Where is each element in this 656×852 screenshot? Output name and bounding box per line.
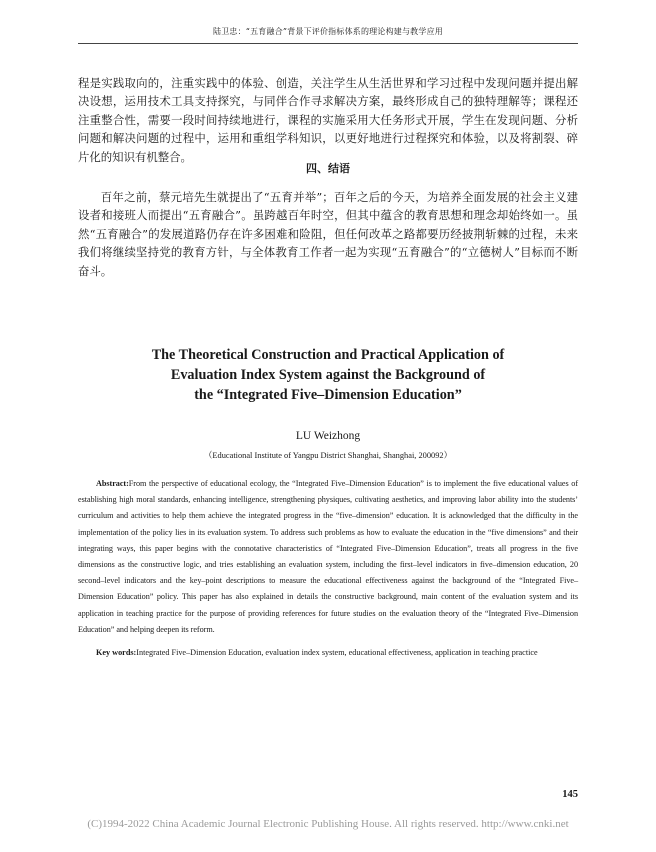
section-heading-conclusion: 四、结语 [306,162,350,175]
author-affiliation: （Educational Institute of Yangpu District Shanghai, Shanghai, 200092） [204,451,452,460]
keywords-label: Key words: [96,648,137,657]
copyright-footer: (C)1994-2022 China Academic Journal Electronic Publishing House. All rights reserved. http://www.cnki.net [87,818,569,830]
abstract-text: From the perspective of educational ecology, the “Integrated Five–Dimension Education” is to implement the five educational values of establishing high moral standards, enhancing intelligence, strengthening physiques, cultivating aesthetics, and improving labor ability into the students’ curriculum and activities to help them achieve the integrated progress in the “five–dimension” education. It is acknowledged that the difficulty in the implementation of the policy lies in its evaluation system. To address such problems as how to evaluate the education in the “five dimensions” and their integrating ways, this paper begins with the connotative characteristics of “Integrated Five–Dimension Education”, treats all progress in the five dimensions as the constructive logic, and tries establishing an evaluation system, including the first–level indicators in five–dimension education, 20 second–level indicators and the key–point descriptions to measure the educational effectiveness against the background of the “Integrated Five–Dimension Education” policy. This paper has also explained in details the constructive background, main content of the evaluation system and its application in teaching practice for the purpose of providing references for future studies on the evaluation theory of the “Integrated Five–Dimension Education” and helping deepen its reform. [78,479,578,634]
abstract [78,476,578,638]
english-title-line-1: The Theoretical Construction and Practical Application of [151,347,505,363]
running-head: 陆卫忠：“五育融合”背景下评价指标体系的理论构建与教学应用 [213,27,443,36]
page-number: 145 [562,789,578,800]
english-title-line-2: Evaluation Index System against the Background of [170,367,486,383]
chinese-paragraph-conclusion: 百年之前，蔡元培先生就提出了“五育并举”；百年之后的今天，为培养全面发展的社会主义建设者和接班人而提出“五育融合”。虽跨越百年时空，但其中蕴含的教育思想和理念却始终如一。虽然“五育融合”的发展道路仍存在许多困难和险阻，但任何改革之路都要历经披荆斩棘的过程，未来我们将继续坚持党的教育方针，与全体教育工作者一起为实现“五育融合”的“立德树人”目标而不断奋斗。 [78,190,578,278]
keywords [78,645,578,661]
chinese-paragraph-continued: 程是实践取向的，注重实践中的体验、创造，关注学生从生活世界和学习过程中发现问题并提出解决设想，运用技术工具支持探究，与同伴合作寻求解决方案，最终形成自己的独特理解等；课程还注重整合性，需要一段时间持续地进行，课程的实施采用大任务形式开展，学生在发现问题、分析问题和解决问题的过程中，运用和重组学科知识，以更好地进行过程探究和体验，以及将割裂、碎片化的知识有机整合。 [78,76,578,164]
keywords-text: Integrated Five–Dimension Education, evaluation index system, educational effectiveness, application in teaching practice [136,648,538,657]
abstract-label: Abstract: [96,479,129,488]
header-rule [78,43,578,44]
author-name: LU Weizhong [295,430,361,442]
english-title [78,345,578,405]
english-title-line-3: the “Integrated Five–Dimension Education” [194,387,462,403]
